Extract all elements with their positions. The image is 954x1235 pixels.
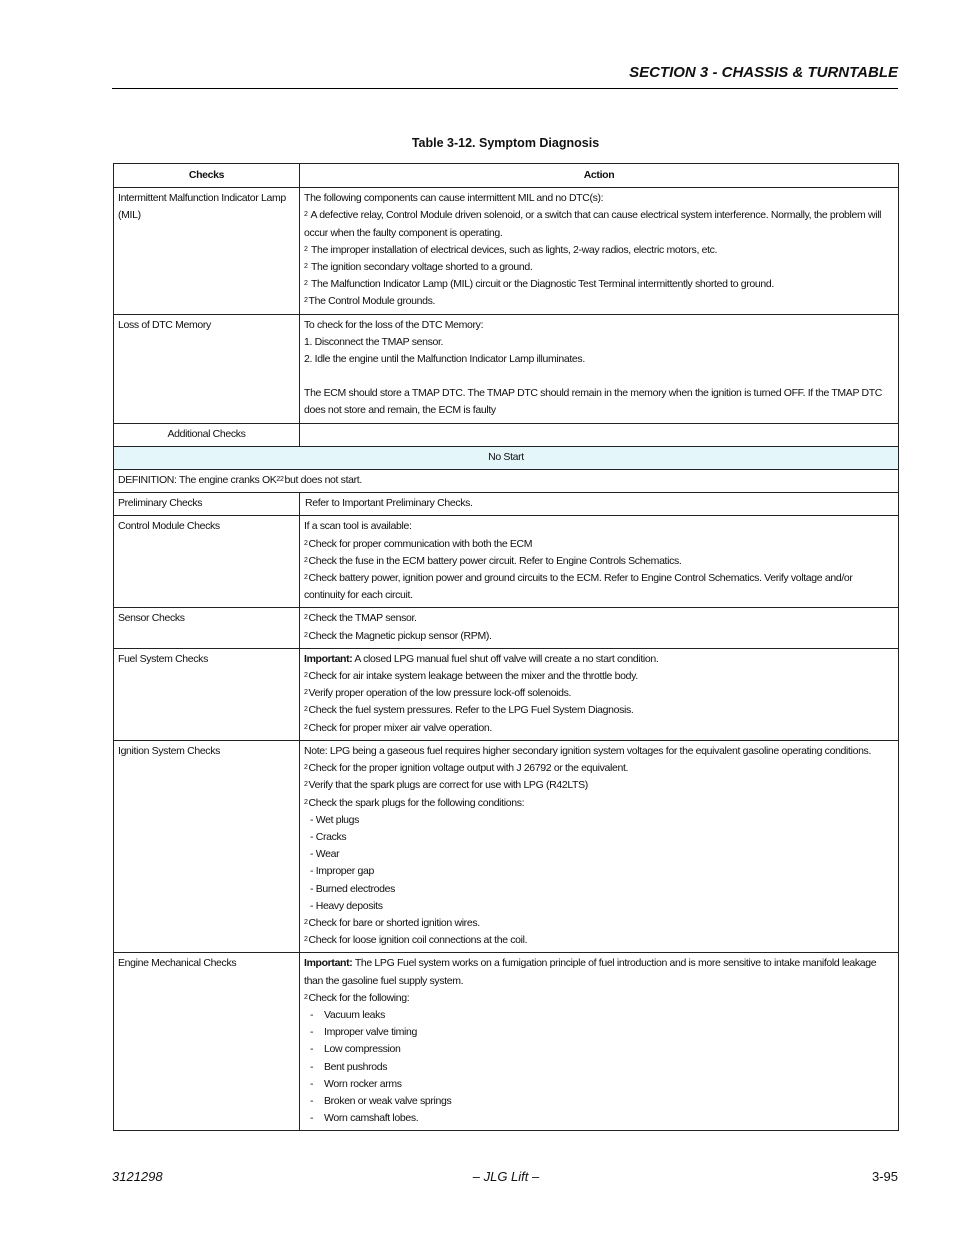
- check-cell: Ignition System Checks: [114, 740, 300, 952]
- page-number: 3-95: [871, 1169, 898, 1184]
- definition-cell: [114, 470, 899, 493]
- action-line: Check the Magnetic pickup sensor (RPM).: [308, 629, 492, 642]
- bullet-marker: 2: [304, 764, 308, 772]
- check-cell: Sensor Checks: [114, 608, 300, 648]
- action-line: Check the spark plugs for the following conditions:: [308, 796, 525, 809]
- blank-line: [304, 368, 894, 385]
- action-line: Check the TMAP sensor.: [308, 612, 417, 625]
- action-line: To check for the loss of the DTC Memory:: [304, 318, 484, 331]
- action-line: Check the fuel system pressures. Refer to the LPG Fuel System Diagnosis.: [308, 704, 634, 717]
- action-line: 1. Disconnect the TMAP sensor.: [304, 335, 444, 348]
- bullet-marker: 2: [304, 798, 308, 806]
- check-cell: Additional Checks: [114, 423, 300, 446]
- action-line: Verify proper operation of the low pressure lock-off solenoids.: [308, 687, 572, 700]
- table-row: [114, 188, 899, 314]
- bullet-marker: 2: [304, 689, 308, 697]
- mechanical-item: Bent pushrods: [324, 1060, 388, 1073]
- action-line: Check the fuse in the ECM battery power circuit. Refer to Engine Controls Schematics.: [308, 554, 682, 567]
- action-line: The following components can cause intermittent MIL and no DTC(s):: [304, 192, 604, 205]
- header-divider: [112, 88, 898, 89]
- action-line: Check for the following:: [308, 991, 410, 1004]
- definition-text: DEFINITION: The engine cranks OK: [118, 474, 277, 487]
- action-cell-empty: [300, 423, 899, 446]
- action-line: The improper installation of electrical devices, such as lights, 2-way radios, electric motors, etc.: [310, 243, 718, 256]
- action-cell: Important: The LPG Fuel system works on a fumigation principle of fuel introduction and is more sensitive to intake manifold leakage than the gasoline fuel supply system. $^2$Check for the following: - Vacuum leaks - Improper valve timing - Low compression - Bent pushrods - Worn rocker arms - Broken or weak valve springs - Worn camshaft lobes.: [300, 953, 899, 1131]
- action-line: Check for proper mixer air valve operation.: [308, 721, 492, 734]
- mechanical-item: Low compression: [324, 1043, 401, 1056]
- action-line: Check for bare or shorted ignition wires.: [308, 916, 480, 929]
- column-header-action: Action: [300, 164, 899, 188]
- table-row: [114, 608, 899, 648]
- action-line: If a scan tool is available:: [304, 520, 412, 533]
- definition-superscript: 22: [276, 476, 284, 484]
- action-line: Check for the proper ignition voltage output with J 26792 or the equivalent.: [308, 762, 629, 775]
- action-cell: [300, 493, 899, 516]
- action-line: The Control Module grounds.: [308, 295, 436, 308]
- action-line: The ECM should store a TMAP DTC. The TMAP DTC should remain in the memory when the ignition is turned OFF. If the TMAP DTC does not store and remain, the ECM is faulty: [304, 387, 883, 417]
- action-cell: [300, 740, 899, 952]
- condition-item: - Wet plugs: [310, 813, 360, 826]
- bullet-marker: 2: [304, 631, 308, 639]
- definition-text: but does not start.: [284, 474, 362, 487]
- section-title: SECTION 3 - CHASSIS & TURNTABLE: [629, 64, 898, 81]
- action-cell: [300, 648, 899, 740]
- section-band-row: [114, 446, 899, 469]
- symptom-diagnosis-table: [113, 163, 899, 1131]
- bullet-marker: 2: [304, 781, 308, 789]
- action-line: The ignition secondary voltage shorted to a ground.: [310, 261, 533, 274]
- mechanical-item: Worn camshaft lobes.: [324, 1112, 419, 1125]
- check-cell: Intermittent Malfunction Indicator Lamp (MIL): [114, 188, 300, 314]
- bullet-marker: 2: [304, 672, 308, 680]
- action-line: The LPG Fuel system works on a fumigation principle of fuel introduction and is more sensitive to intake manifold leakage than the gasoline fuel supply system.: [304, 957, 877, 987]
- action-line: A closed LPG manual fuel shut off valve will create a no start condition.: [354, 652, 659, 665]
- action-line: The Malfunction Indicator Lamp (MIL) circuit or the Diagnostic Test Terminal intermittently shorted to ground.: [310, 278, 774, 291]
- column-header-checks: Checks: [114, 164, 300, 188]
- condition-item: - Burned electrodes: [310, 882, 395, 895]
- bullet-marker: 2: [304, 539, 308, 547]
- check-cell: Control Module Checks: [114, 516, 300, 608]
- definition-row: [114, 470, 899, 493]
- mechanical-item: Vacuum leaks: [324, 1008, 385, 1021]
- condition-item: - Wear: [310, 848, 340, 861]
- bullet-marker: 2: [304, 706, 308, 714]
- table-row: [114, 648, 899, 740]
- action-line: Check for air intake system leakage between the mixer and the throttle body.: [308, 670, 638, 683]
- action-cell: [300, 516, 899, 608]
- table-row: [114, 953, 899, 1131]
- bullet-marker: 2: [304, 245, 308, 253]
- action-line: Verify that the spark plugs are correct for use with LPG (R42LTS): [308, 779, 588, 792]
- bullet-marker: 2: [304, 936, 308, 944]
- footer-brand: – JLG Lift –: [472, 1169, 540, 1184]
- bullet-marker: 2: [304, 614, 308, 622]
- action-line: Check for proper communication with both the ECM: [308, 537, 533, 550]
- action-line: Refer to Important Preliminary Checks.: [305, 497, 473, 510]
- bullet-marker: 2: [304, 723, 308, 731]
- mechanical-item: Worn rocker arms: [324, 1077, 402, 1090]
- document-number: 3121298: [112, 1169, 163, 1184]
- section-band-no-start: No Start: [114, 446, 899, 469]
- table-row: [114, 740, 899, 952]
- bullet-marker: 2: [304, 556, 308, 564]
- bullet-marker: 2: [304, 993, 308, 1001]
- bullet-marker: 2: [304, 297, 308, 305]
- mechanical-item: Broken or weak valve springs: [324, 1094, 452, 1107]
- important-label: Important:: [304, 957, 353, 970]
- check-cell: Fuel System Checks: [114, 648, 300, 740]
- action-line: A defective relay, Control Module driven solenoid, or a switch that can cause electrical system interference. Normally, the problem will occur when the faulty component is operating.: [304, 209, 882, 239]
- table-row: [114, 314, 899, 423]
- bullet-marker: 2: [304, 574, 308, 582]
- table-row: [114, 516, 899, 608]
- table-row: [114, 493, 899, 516]
- condition-item: - Heavy deposits: [310, 899, 383, 912]
- action-note: Note: LPG being a gaseous fuel requires higher secondary ignition system voltages for the equivalent gasoline operating conditions.: [304, 744, 872, 757]
- check-cell: Preliminary Checks: [114, 493, 300, 516]
- check-cell: Engine Mechanical Checks: [114, 953, 300, 1131]
- action-cell: [300, 188, 899, 314]
- bullet-marker: 2: [304, 263, 308, 271]
- check-cell: Loss of DTC Memory: [114, 314, 300, 423]
- bullet-marker: 2: [304, 280, 308, 288]
- table-header-row: [114, 164, 899, 188]
- bullet-marker: 2: [304, 211, 308, 219]
- important-label: Important:: [304, 652, 353, 665]
- action-line: Check for loose ignition coil connections at the coil.: [308, 934, 528, 947]
- mechanical-item: Improper valve timing: [324, 1026, 418, 1039]
- bullet-marker: 2: [304, 918, 308, 926]
- action-cell: [300, 608, 899, 648]
- action-cell: [300, 314, 899, 423]
- table-row: [114, 423, 899, 446]
- table-caption: Table 3-12. Symptom Diagnosis: [411, 136, 600, 150]
- condition-item: - Cracks: [310, 830, 347, 843]
- condition-item: - Improper gap: [310, 865, 374, 878]
- action-line: 2. Idle the engine until the Malfunction Indicator Lamp illuminates.: [304, 353, 585, 366]
- action-line: Check battery power, ignition power and ground circuits to the ECM. Refer to Engine Control Schematics. Verify voltage and/or continuity for each circuit.: [304, 572, 853, 602]
